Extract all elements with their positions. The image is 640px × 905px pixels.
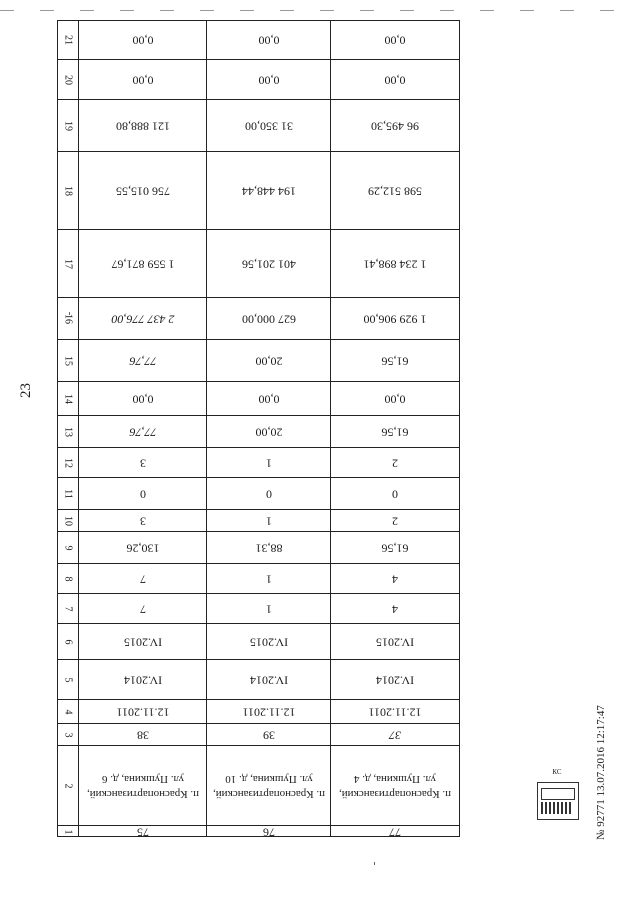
cell-value: 1 929 906,00 xyxy=(363,312,427,327)
table-cell xyxy=(330,340,459,382)
cell-value: 2 xyxy=(392,456,398,471)
cell-value: 0 xyxy=(139,487,146,502)
address-value: п. Краснопартизанский, ул. Пушкина, д. 10 xyxy=(212,773,325,800)
column-number: 18 xyxy=(62,186,74,196)
table-cell xyxy=(206,152,330,230)
table-row xyxy=(58,381,459,416)
cell-value: 0,00 xyxy=(384,33,406,48)
table-row xyxy=(58,825,459,837)
table-cell xyxy=(330,746,459,826)
table-cell xyxy=(206,564,330,594)
column-number: 7 xyxy=(62,606,74,612)
column-number: 1 xyxy=(62,829,74,834)
table-cell xyxy=(78,382,206,416)
table-row xyxy=(58,151,459,230)
table-cell xyxy=(330,510,459,532)
cell-value: 627 000,00 xyxy=(241,312,296,327)
column-number: 8 xyxy=(62,576,74,582)
cell-value: 12.11.2011 xyxy=(115,705,170,720)
cell-value: 77 xyxy=(389,825,401,839)
cell-value: 194 448,44 xyxy=(241,184,296,199)
table-cell xyxy=(206,594,330,624)
table-cell xyxy=(78,724,206,746)
table-row xyxy=(58,229,459,298)
column-number: 20 xyxy=(62,75,74,85)
column-header xyxy=(58,564,78,594)
cell-value: 0,00 xyxy=(132,33,153,48)
column-number: 4 xyxy=(62,709,74,715)
table-cell xyxy=(206,416,330,448)
table-cell xyxy=(78,700,206,724)
column-header xyxy=(58,624,78,660)
column-number: 10 xyxy=(62,516,74,526)
address-value: п. Краснопартизанский, ул. Пушкина, д. 6 xyxy=(86,773,199,800)
cell-value: 0,00 xyxy=(384,73,406,88)
table-cell xyxy=(78,298,206,340)
cell-value: IV.2015 xyxy=(249,635,288,650)
column-number: 9 xyxy=(62,545,74,551)
column-number: 19 xyxy=(62,121,74,131)
table-cell xyxy=(330,624,459,660)
table-cell xyxy=(330,724,459,746)
column-header xyxy=(58,700,78,724)
registry-logo xyxy=(535,768,579,820)
table-cell xyxy=(206,298,330,340)
table-row xyxy=(58,563,459,594)
cell-value: 1 559 871,67 xyxy=(111,257,174,272)
table-cell xyxy=(330,660,459,700)
table-cell xyxy=(206,826,330,837)
table-cell xyxy=(206,532,330,564)
cell-value: 2 xyxy=(392,514,398,529)
cell-value: 1 xyxy=(265,602,272,617)
column-header xyxy=(58,100,78,152)
column-header xyxy=(58,724,78,746)
cell-value: 598 512,29 xyxy=(368,184,422,199)
cell-value: 0,00 xyxy=(384,392,406,407)
table-cell xyxy=(78,660,206,700)
cell-value: 20,00 xyxy=(255,354,282,369)
table-cell xyxy=(78,532,206,564)
table-cell xyxy=(206,21,330,59)
table-row xyxy=(58,509,459,532)
column-header xyxy=(58,510,78,532)
column-header xyxy=(58,478,78,510)
cell-value: IV.2015 xyxy=(123,635,162,650)
cell-value: 61,56 xyxy=(381,425,409,440)
cell-value: IV.2014 xyxy=(249,673,288,688)
column-number: 12 xyxy=(62,458,74,468)
cell-value: 0,00 xyxy=(258,73,279,88)
table-row xyxy=(58,339,459,382)
cell-value: 61,56 xyxy=(381,541,409,556)
table-row xyxy=(58,531,459,564)
table-row xyxy=(58,723,459,746)
table-row xyxy=(58,477,459,510)
table-row xyxy=(58,745,459,826)
cell-value: 12.11.2011 xyxy=(368,705,422,720)
table-cell xyxy=(78,230,206,298)
table-cell xyxy=(206,60,330,100)
cell-value: 1 xyxy=(265,514,272,529)
logo-letters: КС xyxy=(552,768,562,776)
cell-value: 0,00 xyxy=(258,33,279,48)
table-cell xyxy=(78,416,206,448)
address-value: п. Краснопартизанский, ул. Пушкина, д. 4 xyxy=(338,773,452,800)
table-cell xyxy=(330,416,459,448)
column-header xyxy=(58,298,78,340)
data-table xyxy=(57,20,460,837)
table-cell xyxy=(206,746,330,826)
cell-value: 4 xyxy=(392,572,398,587)
table-row xyxy=(58,593,459,624)
cell-value: 77,76 xyxy=(129,354,156,369)
table-cell xyxy=(206,382,330,416)
table-row xyxy=(58,297,459,340)
column-header xyxy=(58,826,78,837)
table-cell xyxy=(78,60,206,100)
table-cell xyxy=(330,60,459,100)
cell-value: 121 888,80 xyxy=(115,119,170,134)
table-cell xyxy=(330,478,459,510)
column-header xyxy=(58,21,78,59)
cell-value: IV.2015 xyxy=(375,635,415,650)
column-header xyxy=(58,230,78,298)
cell-value: 1 234 898,41 xyxy=(363,257,427,272)
cell-value: 20,00 xyxy=(255,425,282,440)
cell-value: 37 xyxy=(389,728,401,743)
table-cell xyxy=(78,510,206,532)
registration-stamp: № 92771 13.07.2016 12:17:47 xyxy=(595,705,607,840)
table-row xyxy=(58,447,459,478)
table-cell xyxy=(206,340,330,382)
column-header xyxy=(58,416,78,448)
table-cell xyxy=(78,21,206,59)
cell-value: 75 xyxy=(136,825,149,839)
table-cell xyxy=(78,624,206,660)
cell-value: 7 xyxy=(139,602,146,617)
table-cell xyxy=(330,700,459,724)
cell-value: IV.2014 xyxy=(123,673,162,688)
cell-value: 0 xyxy=(265,487,272,502)
column-header xyxy=(58,152,78,230)
table-cell xyxy=(78,746,206,826)
column-number: 3 xyxy=(62,732,74,738)
cell-value: 1 xyxy=(265,572,272,587)
column-number: 14 xyxy=(62,394,74,404)
cell-value: 1 xyxy=(265,456,272,471)
table-row xyxy=(58,59,459,100)
cell-value: 4 xyxy=(392,602,398,617)
column-number: 17 xyxy=(62,259,74,269)
cell-value: 756 015,55 xyxy=(115,184,170,199)
table-cell xyxy=(206,700,330,724)
table-cell xyxy=(206,624,330,660)
column-number: 16 xyxy=(62,314,74,324)
table-cell xyxy=(330,594,459,624)
table-cell xyxy=(206,724,330,746)
column-header xyxy=(58,60,78,100)
table-row xyxy=(58,623,459,660)
table-cell xyxy=(330,564,459,594)
cell-value: 3 xyxy=(139,456,146,471)
cell-value: 88,31 xyxy=(255,541,282,556)
table-cell xyxy=(330,21,459,59)
table-cell xyxy=(330,230,459,298)
cell-value: IV.2014 xyxy=(375,673,415,688)
table-cell xyxy=(206,478,330,510)
table-cell xyxy=(78,340,206,382)
cell-value: 3 xyxy=(139,514,146,529)
table-cell xyxy=(78,478,206,510)
table-cell xyxy=(330,826,459,837)
table-row xyxy=(58,99,459,152)
cell-value: 0,00 xyxy=(258,392,279,407)
table-cell xyxy=(78,448,206,478)
table-cell xyxy=(206,510,330,532)
column-header xyxy=(58,448,78,478)
table-cell xyxy=(206,100,330,152)
column-header xyxy=(58,340,78,382)
column-header xyxy=(58,382,78,416)
cell-value: 0 xyxy=(392,487,398,502)
table-cell xyxy=(330,532,459,564)
column-number: 13 xyxy=(62,427,74,437)
table-row xyxy=(58,415,459,448)
column-header xyxy=(58,532,78,564)
column-header xyxy=(58,746,78,826)
cell-value: 38 xyxy=(136,728,149,743)
table-cell xyxy=(330,100,459,152)
table-cell xyxy=(330,152,459,230)
scan-mark xyxy=(374,862,375,865)
column-header xyxy=(58,660,78,700)
cell-value: 76 xyxy=(262,825,275,839)
table-cell xyxy=(78,152,206,230)
table-cell xyxy=(206,230,330,298)
cell-value: 401 201,56 xyxy=(241,257,296,272)
table-cell xyxy=(78,594,206,624)
table-cell xyxy=(78,100,206,152)
cell-value: 0,00 xyxy=(132,392,153,407)
page-number: 23 xyxy=(18,383,34,398)
column-number: 6 xyxy=(62,639,74,645)
cell-value: 12.11.2011 xyxy=(241,705,296,720)
cell-value: 96 495,30 xyxy=(371,119,419,134)
table-row xyxy=(58,21,459,59)
column-number: 21 xyxy=(62,35,74,45)
column-number: 15 xyxy=(62,356,74,366)
table-cell xyxy=(206,660,330,700)
column-header xyxy=(58,594,78,624)
table-cell xyxy=(330,448,459,478)
table-cell xyxy=(330,382,459,416)
logo-emblem xyxy=(541,788,575,800)
cell-value: 2 437 776,00 xyxy=(111,312,174,327)
table-cell xyxy=(330,298,459,340)
table-row xyxy=(58,699,459,724)
column-number: 11 xyxy=(62,489,74,499)
table-cell xyxy=(78,826,206,837)
cell-value: 0,00 xyxy=(132,73,153,88)
cell-value: 61,56 xyxy=(381,354,409,369)
table-row xyxy=(58,659,459,700)
table-cell xyxy=(78,564,206,594)
cell-value: 39 xyxy=(262,728,275,743)
cell-value: 130,26 xyxy=(126,541,159,556)
column-number: 2 xyxy=(62,783,74,789)
logo-barcode xyxy=(541,802,573,814)
cell-value: 31 350,00 xyxy=(244,119,293,134)
top-border-decoration xyxy=(0,10,640,11)
column-number: 5 xyxy=(62,677,74,683)
cell-value: 77,76 xyxy=(129,425,156,440)
cell-value: 7 xyxy=(139,572,146,587)
table-cell xyxy=(206,448,330,478)
